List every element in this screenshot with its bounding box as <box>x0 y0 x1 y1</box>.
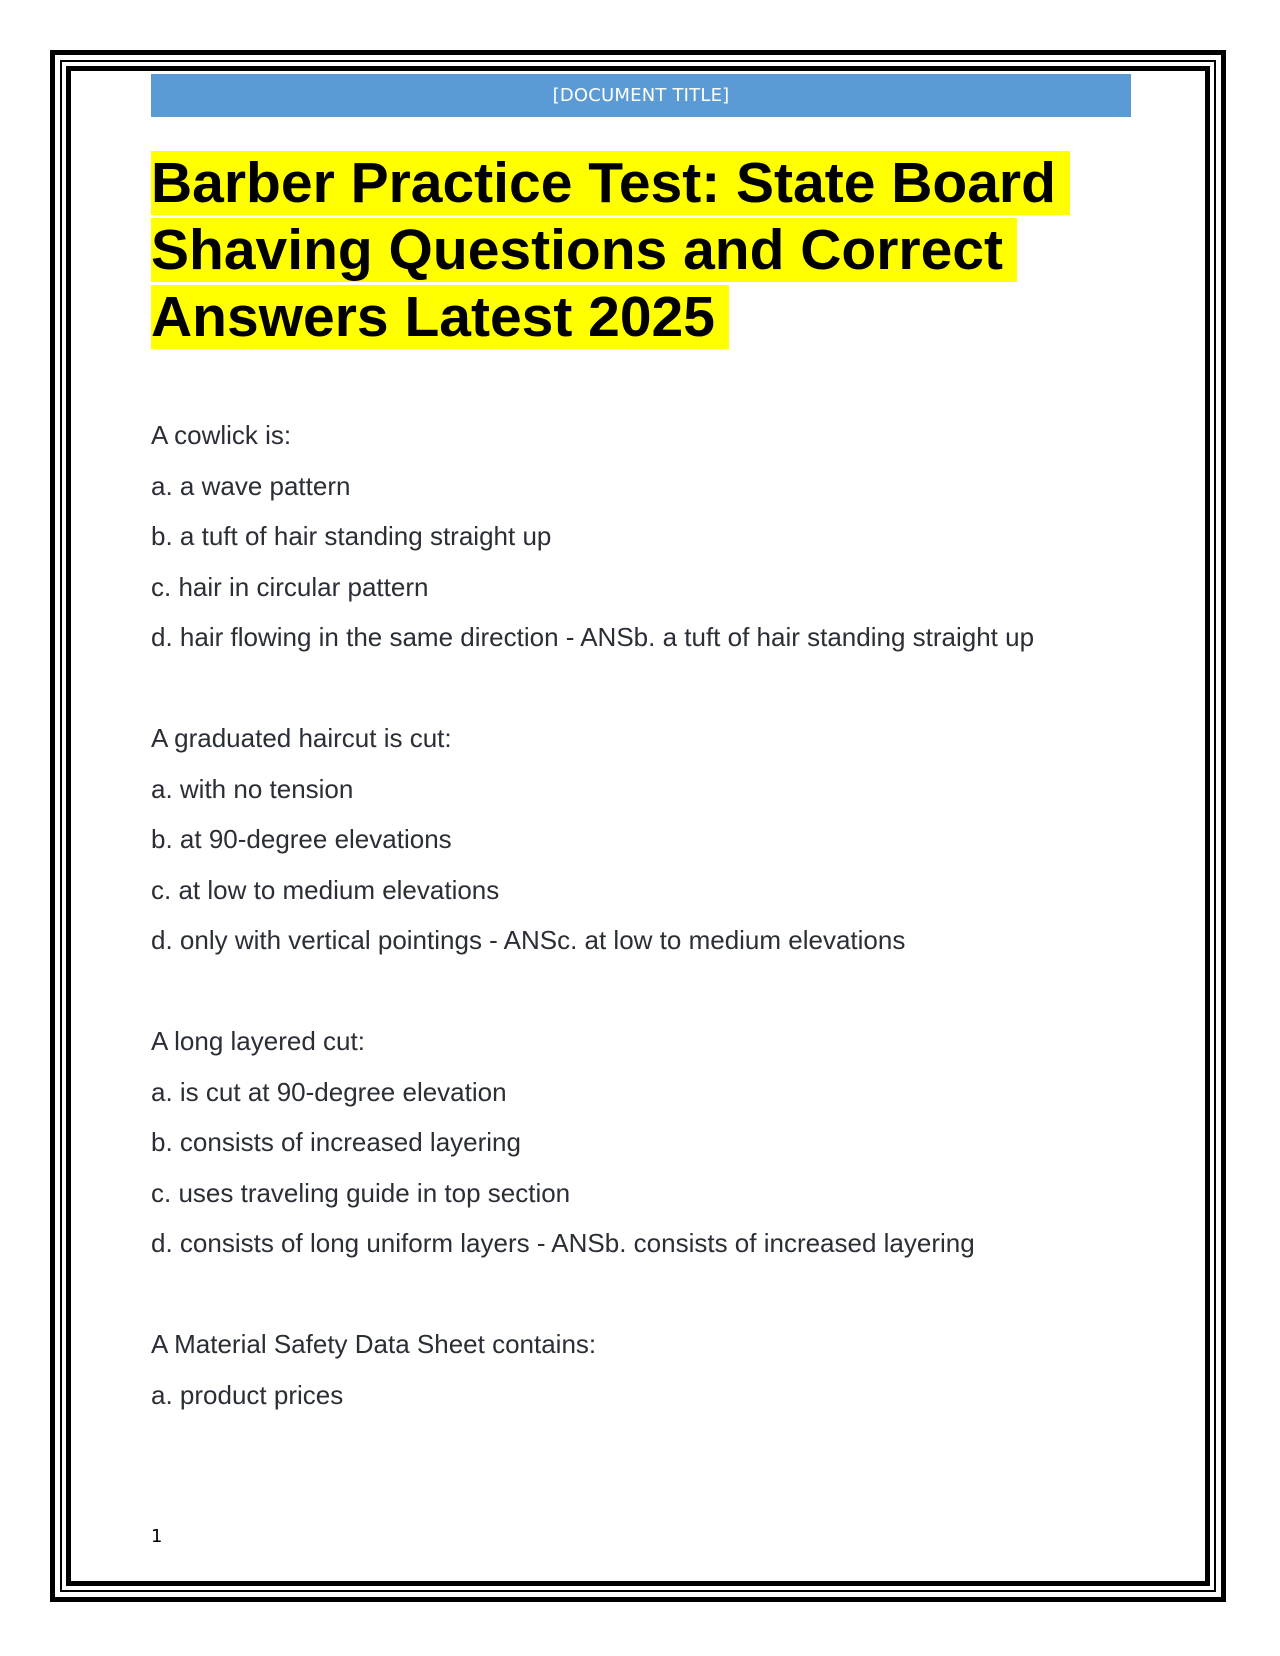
answer-option: d. hair flowing in the same direction - ANSb. a tuft of hair standing straight up <box>151 622 1035 652</box>
answer-option: a. a wave pattern <box>151 470 351 501</box>
answer-option: a. is cut at 90-degree elevation <box>151 1076 507 1107</box>
title-line: Answers Latest 2025 <box>151 285 729 349</box>
answer-option: b. a tuft of hair standing straight up <box>151 521 552 551</box>
answer-option: b. consists of increased layering <box>151 1127 521 1157</box>
page-number: 1 <box>151 1526 163 1547</box>
question-list <box>151 410 1131 1471</box>
document-title <box>151 150 1131 351</box>
answer-option: d. only with vertical pointings - ANSc. at low to medium elevations <box>151 925 906 955</box>
document-title-placeholder: [DOCUMENT TITLE] <box>552 85 730 106</box>
answer-option: c. hair in circular pattern <box>151 571 429 602</box>
answer-option: a. with no tension <box>151 773 354 804</box>
question-block <box>151 1319 1131 1420</box>
question-text: A long layered cut: <box>151 1026 365 1056</box>
answer-option: c. at low to medium elevations <box>151 874 500 905</box>
question-block <box>151 713 1131 966</box>
document-header-bar <box>151 74 1131 117</box>
question-block <box>151 1016 1131 1269</box>
question-text: A graduated haircut is cut: <box>151 723 452 753</box>
title-line: Shaving Questions and Correct <box>151 218 1017 282</box>
question-text: A Material Safety Data Sheet contains: <box>151 1329 597 1359</box>
question-text: A cowlick is: <box>151 420 292 450</box>
question-block <box>151 410 1131 663</box>
answer-option: b. at 90-degree elevations <box>151 824 452 854</box>
answer-option: a. product prices <box>151 1379 344 1410</box>
answer-option: c. uses traveling guide in top section <box>151 1177 571 1208</box>
title-line: Barber Practice Test: State Board <box>151 151 1070 215</box>
answer-option: d. consists of long uniform layers - ANSb. consists of increased layering <box>151 1228 975 1258</box>
